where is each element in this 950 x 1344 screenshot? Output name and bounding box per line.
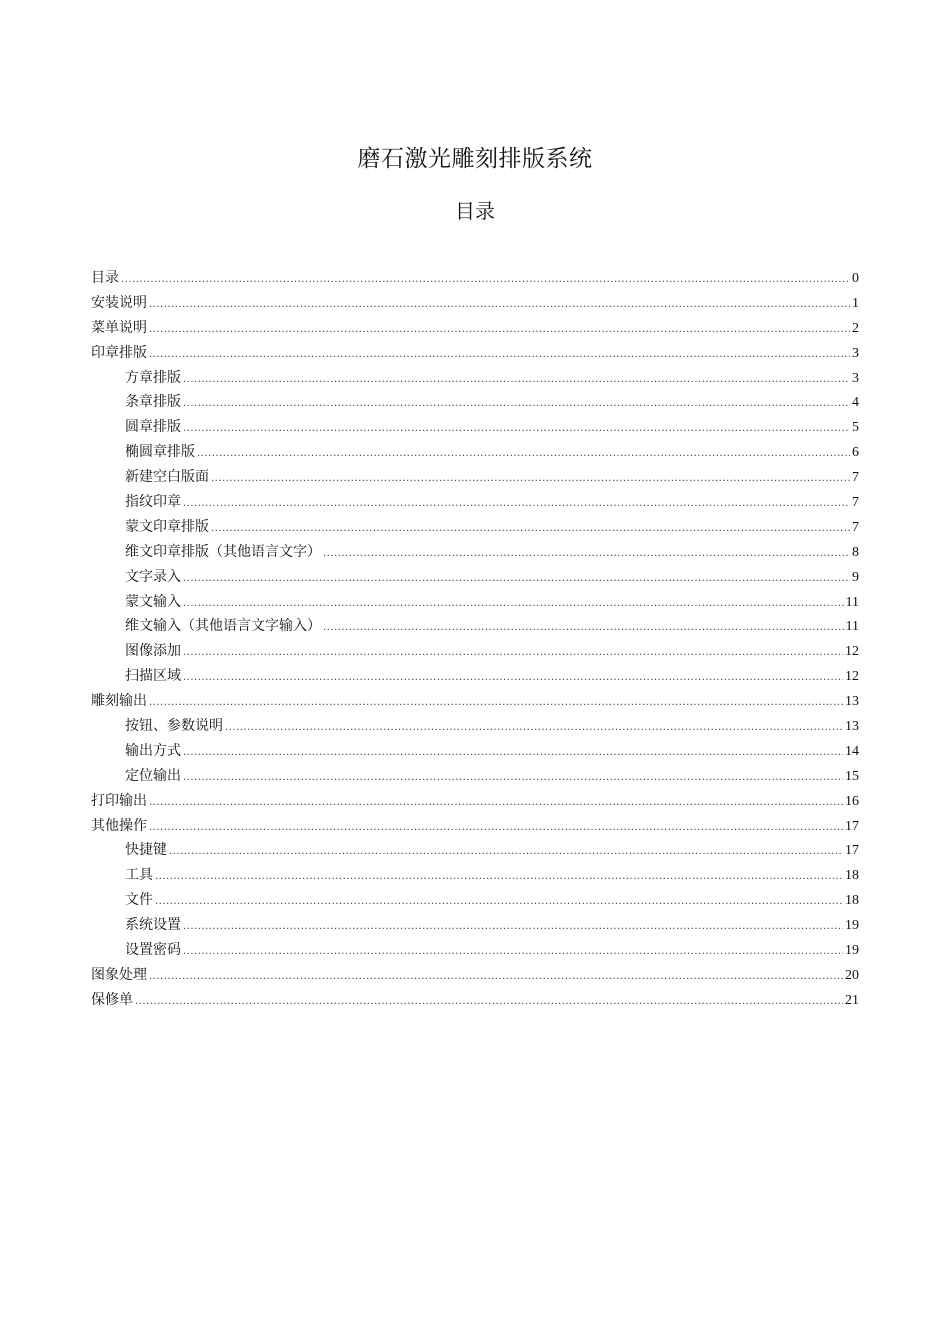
toc-entry[interactable] bbox=[91, 540, 859, 565]
toc-entry-label: 文件 bbox=[125, 892, 153, 909]
toc-dot-leader bbox=[183, 641, 843, 666]
toc-dot-leader bbox=[211, 517, 850, 542]
toc-entry-label: 新建空白版面 bbox=[125, 469, 209, 486]
toc-dot-leader bbox=[135, 990, 843, 1015]
toc-entry[interactable] bbox=[91, 714, 859, 739]
toc-entry-label: 维文输入（其他语言文字输入） bbox=[125, 618, 321, 635]
toc-dot-leader bbox=[183, 392, 850, 417]
toc-entry-label: 设置密码 bbox=[125, 942, 181, 959]
toc-entry-page-number: 3 bbox=[852, 370, 859, 386]
toc-entry-page-number: 13 bbox=[845, 719, 859, 735]
toc-entry-label: 雕刻输出 bbox=[91, 693, 147, 710]
toc-dot-leader bbox=[149, 816, 843, 841]
toc-dot-leader bbox=[155, 865, 843, 890]
toc-entry-page-number: 8 bbox=[852, 544, 859, 560]
toc-entry-label: 文字录入 bbox=[125, 568, 181, 585]
toc-dot-leader bbox=[121, 268, 850, 293]
toc-entry-label: 快捷键 bbox=[125, 842, 167, 859]
toc-dot-leader bbox=[183, 592, 844, 617]
toc-entry[interactable] bbox=[91, 366, 859, 391]
toc-entry-page-number: 12 bbox=[845, 669, 859, 685]
toc-entry-page-number: 18 bbox=[845, 868, 859, 884]
toc-entry-label: 印章排版 bbox=[91, 344, 147, 361]
toc-entry-page-number: 3 bbox=[852, 345, 859, 361]
toc-entry-label: 定位输出 bbox=[125, 767, 181, 784]
toc-entry[interactable] bbox=[91, 390, 859, 415]
toc-entry-label: 工具 bbox=[125, 867, 153, 884]
toc-entry-label: 蒙文输入 bbox=[125, 593, 181, 610]
toc-entry-page-number: 2 bbox=[852, 320, 859, 336]
toc-entry-label: 系统设置 bbox=[125, 917, 181, 934]
table-of-contents bbox=[91, 266, 859, 1013]
toc-entry-page-number: 1 bbox=[852, 295, 859, 311]
toc-dot-leader bbox=[323, 542, 850, 567]
toc-dot-leader bbox=[211, 467, 850, 492]
toc-entry[interactable] bbox=[91, 689, 859, 714]
toc-entry-label: 椭圆章排版 bbox=[125, 444, 195, 461]
toc-entry[interactable] bbox=[91, 963, 859, 988]
toc-entry-page-number: 7 bbox=[852, 519, 859, 535]
toc-entry-label: 目录 bbox=[91, 270, 119, 286]
toc-entry-page-number: 7 bbox=[852, 495, 859, 511]
toc-entry[interactable] bbox=[91, 863, 859, 888]
toc-entry-page-number: 14 bbox=[845, 743, 859, 759]
toc-entry[interactable] bbox=[91, 913, 859, 938]
toc-entry[interactable] bbox=[91, 490, 859, 515]
toc-entry-label: 打印输出 bbox=[91, 792, 147, 809]
toc-dot-leader bbox=[149, 791, 843, 816]
toc-entry[interactable] bbox=[91, 838, 859, 863]
toc-entry-page-number: 15 bbox=[845, 768, 859, 784]
toc-dot-leader bbox=[149, 318, 850, 343]
toc-dot-leader bbox=[169, 840, 843, 865]
toc-entry[interactable] bbox=[91, 639, 859, 664]
toc-entry[interactable] bbox=[91, 664, 859, 689]
toc-dot-leader bbox=[183, 417, 850, 442]
toc-entry-page-number: 17 bbox=[845, 843, 859, 859]
toc-dot-leader bbox=[225, 716, 843, 741]
toc-dot-leader bbox=[149, 691, 843, 716]
toc-entry-label: 保修单 bbox=[91, 991, 133, 1008]
toc-entry-page-number: 17 bbox=[845, 818, 859, 834]
toc-entry-label: 输出方式 bbox=[125, 742, 181, 759]
toc-entry-page-number: 9 bbox=[852, 569, 859, 585]
toc-entry[interactable] bbox=[91, 465, 859, 490]
toc-entry[interactable] bbox=[91, 515, 859, 540]
toc-dot-leader bbox=[197, 442, 850, 467]
toc-entry[interactable] bbox=[91, 565, 859, 590]
toc-entry[interactable] bbox=[91, 316, 859, 341]
toc-entry-label: 按钮、参数说明 bbox=[125, 718, 223, 735]
toc-entry-page-number: 11 bbox=[845, 619, 859, 635]
toc-entry-label: 图像添加 bbox=[125, 643, 181, 660]
toc-entry-label: 维文印章排版（其他语言文字） bbox=[125, 543, 321, 560]
toc-entry[interactable] bbox=[91, 814, 859, 839]
toc-entry-page-number: 4 bbox=[852, 395, 859, 411]
toc-dot-leader bbox=[183, 915, 843, 940]
toc-dot-leader bbox=[183, 766, 843, 791]
toc-entry-label: 蒙文印章排版 bbox=[125, 518, 209, 535]
toc-dot-leader bbox=[183, 940, 843, 965]
toc-entry-label: 指纹印章 bbox=[125, 494, 181, 511]
toc-dot-leader bbox=[183, 666, 843, 691]
toc-entry-label: 扫描区域 bbox=[125, 668, 181, 685]
toc-entry-page-number: 0 bbox=[852, 271, 859, 286]
toc-entry-page-number: 18 bbox=[845, 893, 859, 909]
toc-dot-leader bbox=[149, 965, 843, 990]
toc-entry[interactable] bbox=[91, 739, 859, 764]
toc-entry[interactable] bbox=[91, 590, 859, 615]
toc-entry-page-number: 12 bbox=[845, 644, 859, 660]
toc-entry[interactable] bbox=[91, 614, 859, 639]
toc-dot-leader bbox=[183, 492, 850, 517]
toc-entry-page-number: 13 bbox=[845, 694, 859, 710]
toc-entry[interactable] bbox=[91, 266, 859, 291]
toc-dot-leader bbox=[183, 368, 850, 393]
toc-entry-label: 其他操作 bbox=[91, 817, 147, 834]
toc-entry[interactable] bbox=[91, 988, 859, 1013]
toc-entry-page-number: 11 bbox=[845, 594, 859, 610]
toc-entry-page-number: 19 bbox=[845, 918, 859, 934]
toc-entry-page-number: 16 bbox=[845, 793, 859, 809]
toc-entry[interactable] bbox=[91, 789, 859, 814]
toc-entry[interactable] bbox=[91, 888, 859, 913]
toc-entry[interactable] bbox=[91, 764, 859, 789]
document-title: 磨石激光雕刻排版系统 bbox=[357, 146, 593, 172]
toc-entry-page-number: 20 bbox=[845, 967, 859, 983]
toc-entry[interactable] bbox=[91, 291, 859, 316]
toc-dot-leader bbox=[183, 567, 850, 592]
toc-entry-page-number: 5 bbox=[852, 420, 859, 436]
toc-entry-label: 方章排版 bbox=[125, 369, 181, 386]
toc-dot-leader bbox=[149, 343, 850, 368]
toc-entry-label: 图象处理 bbox=[91, 966, 147, 983]
toc-entry[interactable] bbox=[91, 440, 859, 465]
toc-entry-page-number: 6 bbox=[852, 445, 859, 461]
toc-entry-page-number: 21 bbox=[845, 992, 859, 1008]
toc-dot-leader bbox=[149, 293, 850, 318]
toc-entry[interactable] bbox=[91, 938, 859, 963]
toc-entry-label: 安装说明 bbox=[91, 294, 147, 311]
toc-entry-label: 圆章排版 bbox=[125, 419, 181, 436]
toc-entry-page-number: 19 bbox=[845, 943, 859, 959]
toc-dot-leader bbox=[323, 616, 844, 641]
toc-dot-leader bbox=[183, 741, 843, 766]
toc-entry-label: 条章排版 bbox=[125, 394, 181, 411]
toc-entry[interactable] bbox=[91, 341, 859, 366]
toc-entry-page-number: 7 bbox=[852, 470, 859, 486]
toc-entry-label: 菜单说明 bbox=[91, 319, 147, 336]
toc-dot-leader bbox=[155, 890, 843, 915]
toc-entry[interactable] bbox=[91, 415, 859, 440]
toc-heading: 目录 bbox=[455, 199, 495, 223]
